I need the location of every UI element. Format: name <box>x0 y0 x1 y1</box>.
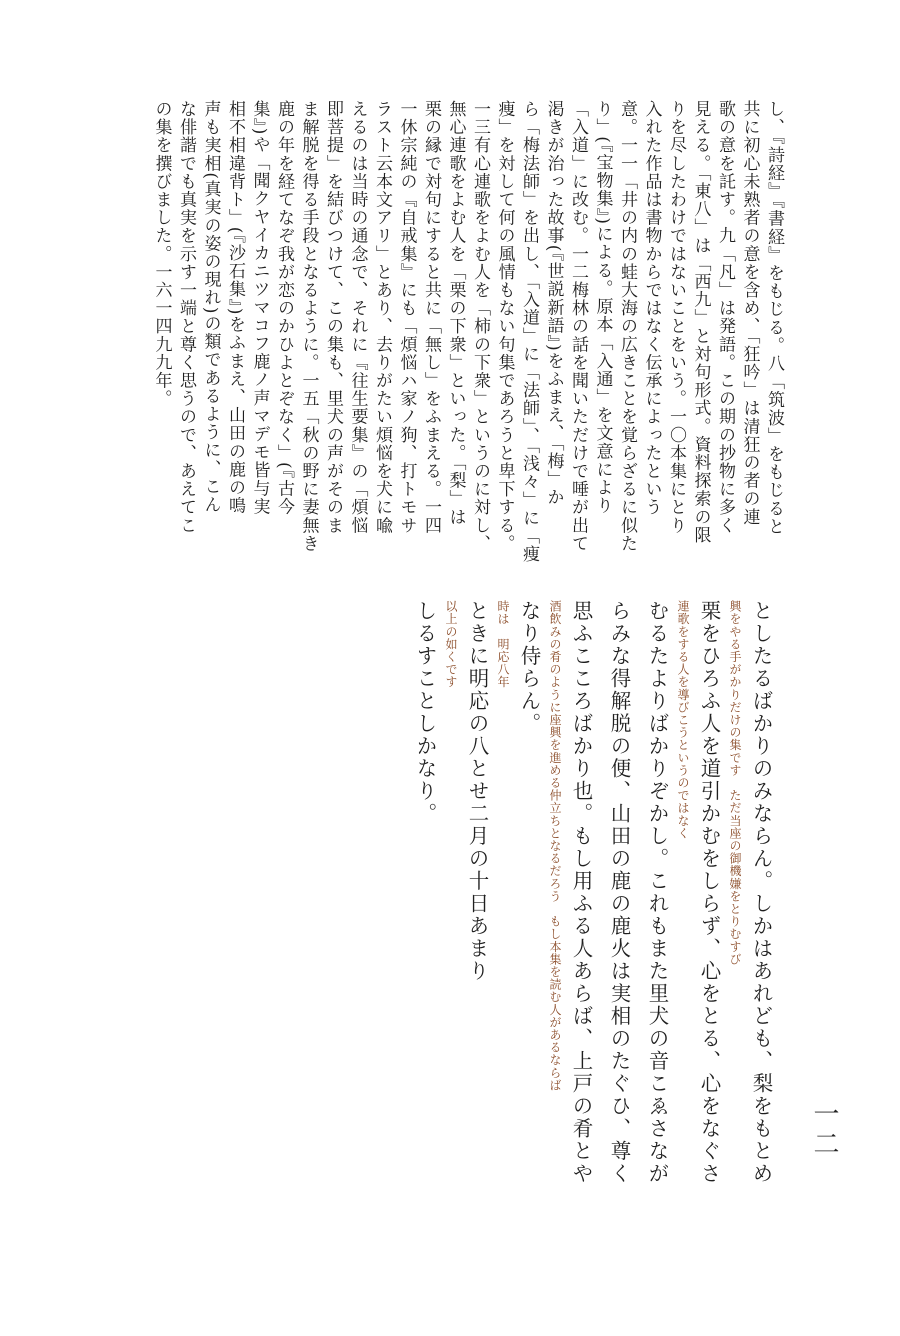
main-line: らみな得解脱の便、山田の鹿の鹿火は実相のたぐひ、尊く <box>607 600 631 1185</box>
gloss-line: 以上の如くです <box>444 600 458 689</box>
note-line: 共に初心未熟者の意を含め、「狂吟」は清狂の者の連 <box>739 100 760 526</box>
note-line: 痩」を対して何の風情もない句集であろうと卑下する。 <box>494 100 515 553</box>
note-line: 鹿の年を経てなぞ我が恋のかひよとぞなく」(『古今 <box>274 100 294 516</box>
note-line: 無心連歌をよむ人を「栗の下衆」といった。「梨」は <box>445 100 466 526</box>
gloss-line: 酒飲みの肴のように座興を進める仲立ちとなるだろう もし本集を読む人があるならば <box>548 600 562 1092</box>
note-line: 「入道」に改む。一二梅林の話を聞いただけで唾が出て <box>568 100 588 553</box>
note-line: 集』)や「聞クヤイカニツマコフ鹿ノ声マデモ皆与実 <box>249 100 270 516</box>
commentary-notes <box>112 100 786 564</box>
note-line: 声も実相(真実の姿の現れ)の類であるように、こん <box>200 100 221 514</box>
note-line: 一休宗純の『自戒集』にも「煩悩ハ家ノ狗、打トモサ <box>396 100 417 535</box>
gloss-line: 興をやる手がかりだけの集です ただ当座の御機嫌をとりむすび <box>728 600 742 966</box>
note-line: な俳諧でも真実を示す一端と尊く思うので、あえてこ <box>176 100 196 535</box>
note-line: ラスト云本文アリ」とあり、去りがたい煩悩を犬に喩 <box>372 100 392 535</box>
note-line: の集を撰びました。一六一四九九年。 <box>151 100 172 408</box>
note-line: 即菩提」を結びつけて、この集も、里犬の声がそのま <box>323 100 343 535</box>
note-line: えるのは当時の通念で、それに『往生要集』の「煩悩 <box>347 100 368 535</box>
main-line: ときに明応の八とせ二月の十日あまり <box>465 600 489 983</box>
main-line: 思ふこころばかり也。もし用ふる人あらば、上戸の肴とや <box>569 600 593 1185</box>
main-line: むるたよりばかりぞかし。これもまた里犬の音こゑさなが <box>645 600 669 1185</box>
note-line: 渇きが治った故事(『世説新語』)をふまえ、「梅」か <box>543 100 564 507</box>
main-line: なり侍らん。 <box>517 600 541 735</box>
note-line: 歌の意を託す。九「凡」は発語。この期の抄物に多く <box>715 100 735 535</box>
note-line: 相不相違背ト」(『沙石集』)をふまえ、山田の鹿の鳴 <box>225 100 245 515</box>
note-line: 見える。「東八」は「西九」と対句形式。資料探索の限 <box>690 100 711 544</box>
note-line: ら「梅法師」を出し、「入道」に「法師」、「浅々」に「痩 <box>519 100 539 564</box>
gloss-line: 連歌をする人を導びこうというのではなく <box>676 600 690 840</box>
main-line: しるすことしかなり。 <box>413 600 437 825</box>
note-line: し、『詩経』『書経』をもじる。八「筑波」をもじると <box>764 100 784 536</box>
main-text <box>380 600 780 1200</box>
note-line: りを尽したわけではないことをいう。一〇本集にとり <box>666 100 686 535</box>
main-line: 栗をひろふ人を道引かむをしらず、心をとる、心をなぐさ <box>697 600 721 1185</box>
note-line: り」(『宝物集』)による。原本「入通」を文意により <box>592 100 613 515</box>
gloss-line: 時は 明応八年 <box>496 600 510 689</box>
note-line: 入れた作品は書物からではなく伝承によったという <box>641 100 662 517</box>
note-line: ま解脱を得る手段となるように。一五「秋の野に妻無き <box>298 100 319 553</box>
main-line: としたるばかりのみならん。しかはあれども、梨をもとめ <box>749 600 773 1185</box>
note-line: 栗の縁で対句にすると共に「無し」をふまえる。一四 <box>421 100 441 535</box>
note-line: 一三有心連歌をよむ人を「柿の下衆」というのに対し、 <box>470 100 490 553</box>
page-number: 一二 <box>809 1100 839 1160</box>
note-line: 意。一一「井の内の蛙大海の広きことを覚らざるに似た <box>617 100 637 553</box>
